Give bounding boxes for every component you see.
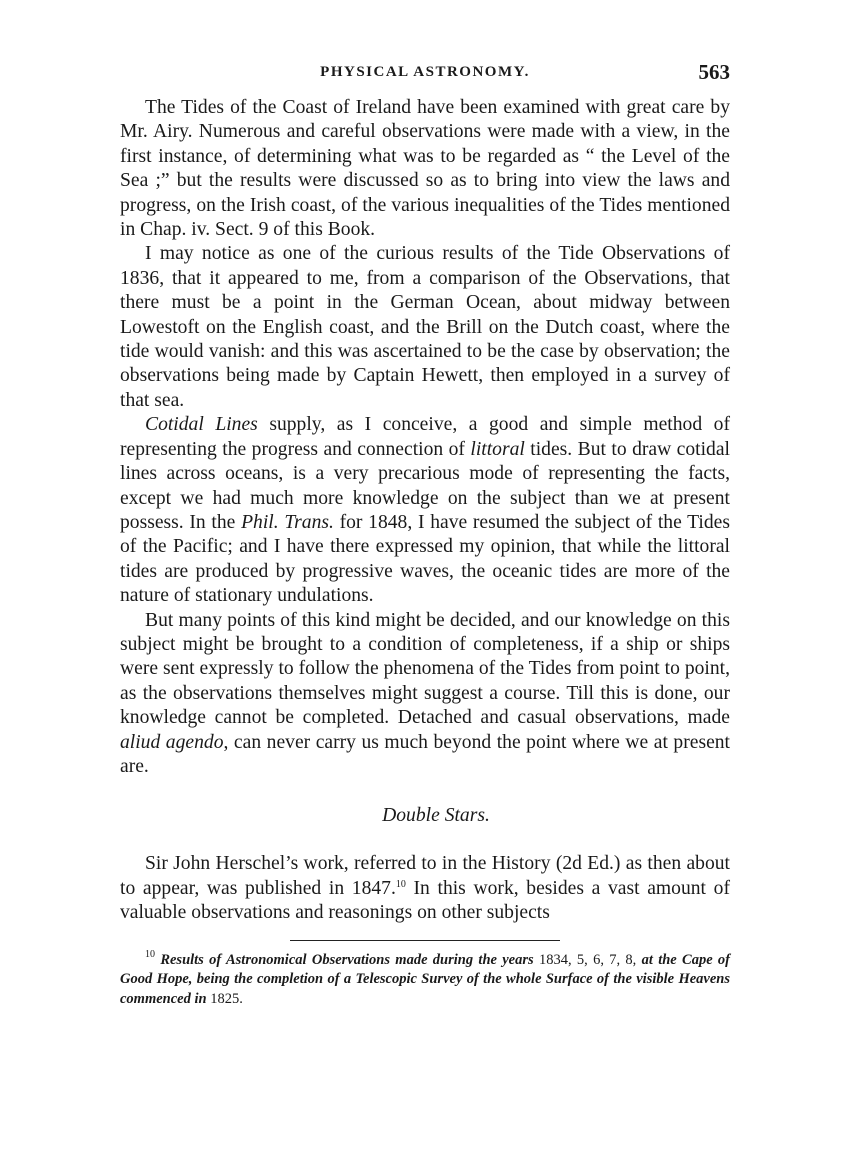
running-title: PHYSICAL ASTRONOMY. xyxy=(320,64,530,80)
paragraph-cotidal-lines xyxy=(120,413,730,608)
italic-title-phil-trans: Phil. Trans. xyxy=(241,511,334,533)
paragraph-text: , can never carry us much beyond the point where we at present are. xyxy=(120,731,731,777)
body-text xyxy=(120,96,730,926)
footnote-italic-title: Results of Astronomical Observations made during the years xyxy=(160,951,534,968)
paragraph-german-ocean: I may notice as one of the curious results of the Tide Observations of 1836, that it appeared to me, from a comparison of the Observations, that there must be a point in the German Ocean, about midway between Lowestoft on the English coast, and the Brill on the Dutch coast, where the tide would vanish: and this was ascertained to be the case by observation; the observations being made by Captain Hewett, then employed in a survey of that sea. xyxy=(120,243,730,411)
paragraph-ship-observations xyxy=(120,609,730,780)
paragraph-herschel xyxy=(120,852,730,925)
footnote-reference[interactable]: 10 xyxy=(395,878,406,890)
footnote-text: 1825. xyxy=(206,990,243,1007)
footnote-italic-title-cont: at the Cape of Good Hope, being the completion of a Telescopic Survey of the whole Surface of the visible Heavens commenced in xyxy=(120,951,731,1007)
italic-term-littoral: littoral xyxy=(470,438,525,460)
paragraph-text: supply, as I conceive, a good and simple method of representing the progress and connection of xyxy=(120,414,730,460)
paragraph-text: In this work, besides a vast amount of valuable observations and reasonings on other subjects xyxy=(120,877,730,924)
paragraph-text: But many points of this kind might be decided, and our knowledge on this subject might be brought to a condition of completeness, if a ship or ships were sent expressly to follow the phenomena of the Tides from point to point, as the observations themselves might suggest a course. Till this is done, our knowledge cannot be completed. Detached and casual observations, made xyxy=(120,609,730,729)
footnote xyxy=(120,948,731,1010)
italic-phrase-aliud-agendo: aliud agendo xyxy=(120,731,224,753)
page-content xyxy=(120,58,730,1009)
paragraph-text: for 1848, I have resumed the subject of the Tides of the Pacific; and I have there expressed my opinion, that while the littoral tides are produced by progressive waves, the oceanic tides are more of the nature of stationary undulations. xyxy=(120,511,730,607)
running-head xyxy=(120,58,730,92)
paragraph-irish-tides: The Tides of the Coast of Ireland have been examined with great care by Mr. Airy. Numerous and careful observations were made with a view, in the first instance, of determining what was to be regarded as “ the Level of the Sea ;” but the results were discussed so as to bring into view the laws and progress, on the Irish coast, of the various inequalities of the Tides mentioned in Chap. iv. Sect. 9 of this Book. xyxy=(120,97,730,241)
page-number: 563 xyxy=(698,60,730,84)
paragraph-text: tides. But to draw cotidal lines across oceans, is a very precarious mode of representing the facts, except we had much more knowledge on the subject than we at present possess. In the xyxy=(120,438,730,533)
footnote-divider xyxy=(290,940,560,941)
section-heading-double-stars: Double Stars. xyxy=(382,805,490,827)
footnote-text: 1834, 5, 6, 7, 8, xyxy=(533,951,642,968)
footnote-marker: 10 xyxy=(145,948,155,960)
paragraph-text: Sir John Herschel’s work, referred to in the History (2d Ed.) as then about to appear, was published in 1847. xyxy=(120,853,730,899)
italic-term-cotidal-lines: Cotidal Lines xyxy=(145,414,258,436)
